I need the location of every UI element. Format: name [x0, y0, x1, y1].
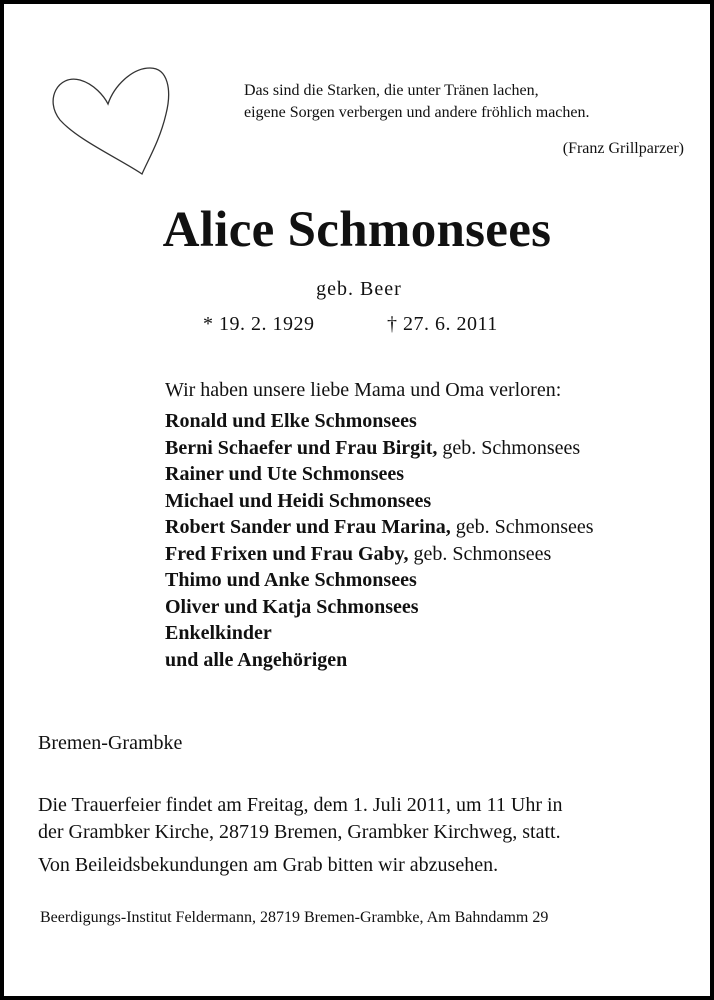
maiden-name: geb. Beer [316, 278, 402, 300]
mourner-name: Michael und Heidi Schmonsees [165, 489, 432, 512]
mourner-entry [165, 541, 594, 568]
mourner-name: Thimo und Anke Schmonsees [165, 569, 417, 591]
heart-icon [48, 60, 174, 190]
mourner-name: Ronald und Elke Schmonsees [165, 410, 417, 432]
funeral-home-address: Beerdigungs-Institut Feldermann, 28719 Bremen-Grambke, Am Bahndamm 29 [40, 909, 549, 926]
deceased-name: Alice Schmonsees [162, 202, 552, 258]
mourner-entry [165, 567, 594, 594]
mourner-entry [165, 408, 594, 435]
service-info [38, 792, 563, 846]
birth-date: * 19. 2. 1929 [203, 313, 315, 335]
mourner-entry [165, 620, 594, 647]
quote-author: (Franz Grillparzer) [562, 140, 684, 157]
mourner-suffix: geb. Schmonsees [450, 516, 594, 538]
mourner-entry [165, 594, 594, 621]
service-line-1: Die Trauerfeier findet am Freitag, dem 1. Juli 2011, um 11 Uhr in [38, 794, 563, 816]
mourner-entry [165, 488, 594, 515]
death-date: † 27. 6. 2011 [387, 313, 498, 335]
quote-block [244, 80, 694, 157]
mourner-entry [165, 647, 594, 674]
mourners-intro: Wir haben unsere liebe Mama und Oma verloren: [165, 379, 562, 401]
mourner-name: und alle Angehörigen [165, 648, 348, 671]
quote-line-1: Das sind die Starken, die unter Tränen lachen, [244, 82, 539, 99]
place-name: Bremen-Grambke [38, 732, 183, 754]
mourners-list [165, 408, 594, 673]
mourner-name: Berni Schaefer und Frau Birgit, [165, 436, 438, 459]
mourner-name: Rainer und Ute Schmonsees [165, 463, 405, 485]
mourner-entry [165, 435, 594, 462]
mourner-entry [165, 461, 594, 488]
mourner-suffix: geb. Schmonsees [437, 436, 581, 459]
mourner-suffix: geb. Schmonsees [408, 542, 552, 565]
mourner-name: Fred Frixen und Frau Gaby, [165, 542, 409, 565]
condolence-request: Von Beileidsbekundungen am Grab bitten wir abzusehen. [38, 854, 499, 876]
mourner-name: Robert Sander und Frau Marina, [165, 516, 451, 538]
service-line-2: der Grambker Kirche, 28719 Bremen, Grambker Kirchweg, statt. [38, 821, 561, 843]
mourner-name: Enkelkinder [165, 622, 272, 644]
mourner-entry [165, 514, 594, 541]
quote-line-2: eigene Sorgen verbergen und andere fröhlich machen. [244, 104, 590, 121]
mourner-name: Oliver und Katja Schmonsees [165, 595, 419, 618]
